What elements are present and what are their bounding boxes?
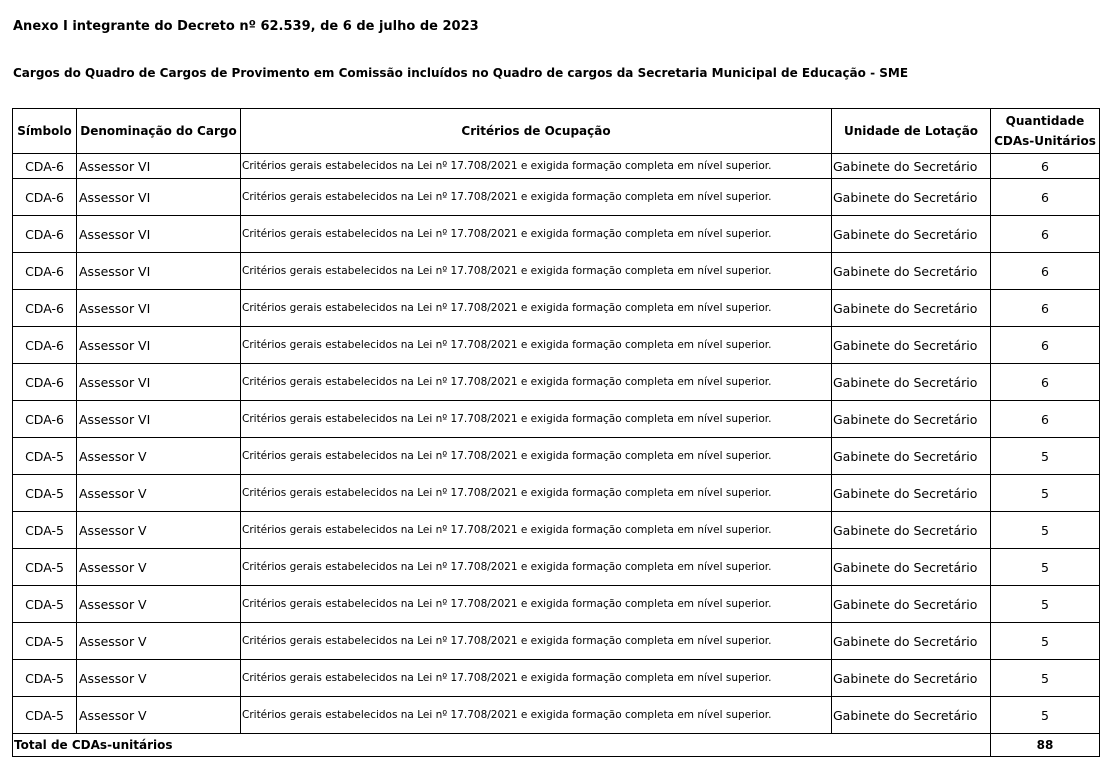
cell-denominacao: Assessor V bbox=[77, 438, 241, 475]
cell-criterios: Critérios gerais estabelecidos na Lei nº 17.708/2021 e exigida formação completa em nível superior. bbox=[241, 216, 832, 253]
table-row bbox=[13, 253, 1100, 290]
cell-simbolo: CDA-6 bbox=[13, 364, 77, 401]
cell-denominacao: Assessor V bbox=[77, 660, 241, 697]
cell-denominacao: Assessor V bbox=[77, 475, 241, 512]
cell-criterios: Critérios gerais estabelecidos na Lei nº 17.708/2021 e exigida formação completa em nível superior. bbox=[241, 512, 832, 549]
cell-denominacao: Assessor VI bbox=[77, 253, 241, 290]
cell-denominacao: Assessor VI bbox=[77, 401, 241, 438]
cell-unidade: Gabinete do Secretário bbox=[832, 154, 991, 179]
table-row bbox=[13, 179, 1100, 216]
total-label: Total de CDAs-unitários bbox=[13, 734, 991, 757]
table-row bbox=[13, 512, 1100, 549]
table-row bbox=[13, 290, 1100, 327]
cell-simbolo: CDA-6 bbox=[13, 327, 77, 364]
cell-simbolo: CDA-5 bbox=[13, 623, 77, 660]
cell-criterios: Critérios gerais estabelecidos na Lei nº 17.708/2021 e exigida formação completa em nível superior. bbox=[241, 364, 832, 401]
cell-quantidade: 6 bbox=[991, 253, 1100, 290]
table-row bbox=[13, 660, 1100, 697]
cell-denominacao: Assessor VI bbox=[77, 216, 241, 253]
cell-unidade: Gabinete do Secretário bbox=[832, 697, 991, 734]
cell-unidade: Gabinete do Secretário bbox=[832, 438, 991, 475]
table-row bbox=[13, 364, 1100, 401]
cell-simbolo: CDA-6 bbox=[13, 216, 77, 253]
cell-unidade: Gabinete do Secretário bbox=[832, 216, 991, 253]
cell-quantidade: 6 bbox=[991, 401, 1100, 438]
cell-quantidade: 5 bbox=[991, 586, 1100, 623]
cell-simbolo: CDA-5 bbox=[13, 660, 77, 697]
cell-quantidade: 5 bbox=[991, 549, 1100, 586]
cell-criterios: Critérios gerais estabelecidos na Lei nº 17.708/2021 e exigida formação completa em nível superior. bbox=[241, 327, 832, 364]
header-quantidade-line2: CDAs-Unitários bbox=[994, 134, 1096, 148]
table-row bbox=[13, 438, 1100, 475]
header-criterios: Critérios de Ocupação bbox=[241, 109, 832, 154]
cell-simbolo: CDA-5 bbox=[13, 549, 77, 586]
document-subtitle: Cargos do Quadro de Cargos de Provimento em Comissão incluídos no Quadro de cargos da Secretaria Municipal de Educação - SME bbox=[13, 66, 909, 80]
cell-simbolo: CDA-5 bbox=[13, 697, 77, 734]
cell-unidade: Gabinete do Secretário bbox=[832, 179, 991, 216]
cell-denominacao: Assessor VI bbox=[77, 179, 241, 216]
cell-denominacao: Assessor V bbox=[77, 512, 241, 549]
table-row bbox=[13, 623, 1100, 660]
cell-denominacao: Assessor VI bbox=[77, 327, 241, 364]
cell-criterios: Critérios gerais estabelecidos na Lei nº 17.708/2021 e exigida formação completa em nível superior. bbox=[241, 438, 832, 475]
cell-quantidade: 5 bbox=[991, 512, 1100, 549]
cell-quantidade: 5 bbox=[991, 623, 1100, 660]
cell-unidade: Gabinete do Secretário bbox=[832, 327, 991, 364]
cell-simbolo: CDA-6 bbox=[13, 290, 77, 327]
cell-criterios: Critérios gerais estabelecidos na Lei nº 17.708/2021 e exigida formação completa em nível superior. bbox=[241, 549, 832, 586]
cell-simbolo: CDA-5 bbox=[13, 438, 77, 475]
table-row bbox=[13, 327, 1100, 364]
total-value: 88 bbox=[991, 734, 1100, 757]
cell-quantidade: 6 bbox=[991, 364, 1100, 401]
total-row bbox=[13, 734, 1100, 757]
table-row bbox=[13, 154, 1100, 179]
cell-denominacao: Assessor V bbox=[77, 697, 241, 734]
cell-simbolo: CDA-6 bbox=[13, 179, 77, 216]
cell-unidade: Gabinete do Secretário bbox=[832, 623, 991, 660]
cell-criterios: Critérios gerais estabelecidos na Lei nº 17.708/2021 e exigida formação completa em nível superior. bbox=[241, 697, 832, 734]
table-body bbox=[13, 154, 1100, 734]
cell-unidade: Gabinete do Secretário bbox=[832, 549, 991, 586]
cell-unidade: Gabinete do Secretário bbox=[832, 364, 991, 401]
cell-unidade: Gabinete do Secretário bbox=[832, 253, 991, 290]
cell-criterios: Critérios gerais estabelecidos na Lei nº 17.708/2021 e exigida formação completa em nível superior. bbox=[241, 401, 832, 438]
cell-quantidade: 5 bbox=[991, 438, 1100, 475]
table-row bbox=[13, 697, 1100, 734]
cell-unidade: Gabinete do Secretário bbox=[832, 290, 991, 327]
cell-unidade: Gabinete do Secretário bbox=[832, 475, 991, 512]
cell-denominacao: Assessor VI bbox=[77, 364, 241, 401]
cell-quantidade: 6 bbox=[991, 179, 1100, 216]
document-title: Anexo I integrante do Decreto nº 62.539, de 6 de julho de 2023 bbox=[13, 19, 479, 34]
cell-denominacao: Assessor V bbox=[77, 586, 241, 623]
cell-unidade: Gabinete do Secretário bbox=[832, 586, 991, 623]
cell-denominacao: Assessor VI bbox=[77, 154, 241, 179]
header-denominacao: Denominação do Cargo bbox=[77, 109, 241, 154]
cell-unidade: Gabinete do Secretário bbox=[832, 401, 991, 438]
cell-unidade: Gabinete do Secretário bbox=[832, 660, 991, 697]
header-quantidade bbox=[991, 109, 1100, 154]
cell-denominacao: Assessor V bbox=[77, 549, 241, 586]
cargos-table bbox=[12, 108, 1100, 757]
cell-quantidade: 6 bbox=[991, 216, 1100, 253]
cell-criterios: Critérios gerais estabelecidos na Lei nº 17.708/2021 e exigida formação completa em nível superior. bbox=[241, 253, 832, 290]
cell-simbolo: CDA-6 bbox=[13, 401, 77, 438]
header-simbolo: Símbolo bbox=[13, 109, 77, 154]
cell-quantidade: 6 bbox=[991, 290, 1100, 327]
table-row bbox=[13, 401, 1100, 438]
cell-quantidade: 6 bbox=[991, 327, 1100, 364]
cell-criterios: Critérios gerais estabelecidos na Lei nº 17.708/2021 e exigida formação completa em nível superior. bbox=[241, 179, 832, 216]
cell-criterios: Critérios gerais estabelecidos na Lei nº 17.708/2021 e exigida formação completa em nível superior. bbox=[241, 475, 832, 512]
header-unidade: Unidade de Lotação bbox=[832, 109, 991, 154]
cell-quantidade: 5 bbox=[991, 697, 1100, 734]
cell-simbolo: CDA-6 bbox=[13, 154, 77, 179]
cell-denominacao: Assessor V bbox=[77, 623, 241, 660]
cell-unidade: Gabinete do Secretário bbox=[832, 512, 991, 549]
cell-simbolo: CDA-5 bbox=[13, 512, 77, 549]
cell-quantidade: 6 bbox=[991, 154, 1100, 179]
header-quantidade-line1: Quantidade bbox=[1005, 114, 1085, 128]
cell-criterios: Critérios gerais estabelecidos na Lei nº 17.708/2021 e exigida formação completa em nível superior. bbox=[241, 586, 832, 623]
cell-simbolo: CDA-6 bbox=[13, 253, 77, 290]
table-row bbox=[13, 216, 1100, 253]
cell-quantidade: 5 bbox=[991, 660, 1100, 697]
cell-criterios: Critérios gerais estabelecidos na Lei nº 17.708/2021 e exigida formação completa em nível superior. bbox=[241, 623, 832, 660]
cell-quantidade: 5 bbox=[991, 475, 1100, 512]
cell-criterios: Critérios gerais estabelecidos na Lei nº 17.708/2021 e exigida formação completa em nível superior. bbox=[241, 154, 832, 179]
cell-denominacao: Assessor VI bbox=[77, 290, 241, 327]
cell-criterios: Critérios gerais estabelecidos na Lei nº 17.708/2021 e exigida formação completa em nível superior. bbox=[241, 290, 832, 327]
cell-simbolo: CDA-5 bbox=[13, 586, 77, 623]
table-row bbox=[13, 586, 1100, 623]
table-row bbox=[13, 475, 1100, 512]
cell-simbolo: CDA-5 bbox=[13, 475, 77, 512]
table-header-row bbox=[13, 109, 1100, 154]
table-row bbox=[13, 549, 1100, 586]
cell-criterios: Critérios gerais estabelecidos na Lei nº 17.708/2021 e exigida formação completa em nível superior. bbox=[241, 660, 832, 697]
